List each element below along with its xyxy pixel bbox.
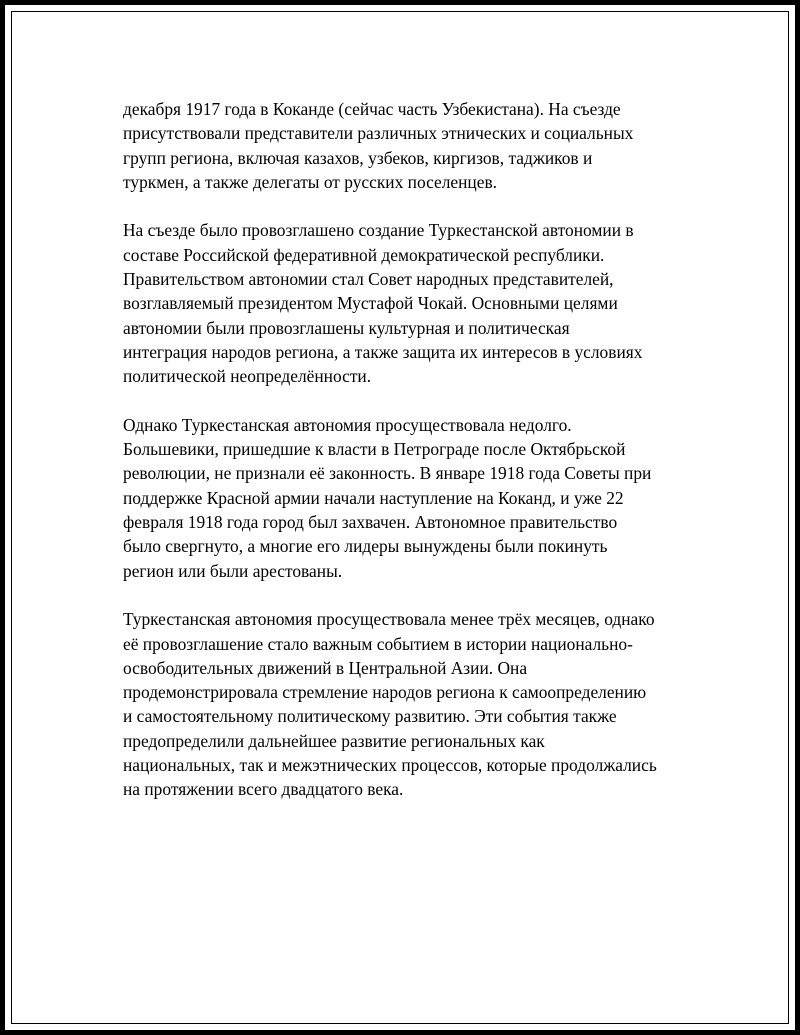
paragraph-3 (123, 413, 703, 583)
text-line: групп региона, включая казахов, узбеков, киргизов, таджиков и (123, 147, 593, 168)
text-line: национальных, так и межэтнических процессов, которые продолжались (123, 755, 657, 776)
text-line: интеграция народов региона, а также защита их интересов в условиях (123, 341, 643, 362)
text-line: туркмен, а также делегаты от русских поселенцев. (123, 171, 498, 192)
paragraph-2 (123, 218, 703, 388)
text-line: составе Российской федеративной демократической республики. (123, 244, 605, 265)
text-line: освободительных движений в Центральной Азии. Она (123, 657, 528, 678)
text-line: регион или были арестованы. (123, 560, 343, 581)
text-line: февраля 1918 года город был захвачен. Автономное правительство (123, 512, 618, 533)
text-line: продемонстрировала стремление народов региона к самоопределению (123, 682, 647, 703)
text-line: революции, не признали её законность. В январе 1918 года Советы при (123, 463, 652, 484)
text-line: предопределили дальнейшее развитие региональных как (123, 730, 545, 751)
text-line: Правительством автономии стал Совет народных представителей, (123, 269, 614, 290)
document-body (123, 97, 703, 826)
text-line: было свергнуто, а многие его лидеры вынуждены были покинуть (123, 536, 608, 557)
text-line: политической неопределённости. (123, 366, 372, 387)
text-line: возглавляемый президентом Мустафой Чокай. Основными целями (123, 293, 618, 314)
text-line: Туркестанская автономия просуществовала менее трёх месяцев, однако (123, 609, 655, 630)
text-line: поддержке Красной армии начали наступление на Коканд, и уже 22 (123, 487, 624, 508)
text-line: На съезде было провозглашено создание Туркестанской автономии в (123, 220, 634, 241)
text-line: автономии были провозглашены культурная и политическая (123, 317, 570, 338)
text-line: на протяжении всего двадцатого века. (123, 779, 404, 800)
text-line: присутствовали представители различных этнических и социальных (123, 123, 634, 144)
text-line: Однако Туркестанская автономия просуществовала недолго. (123, 414, 572, 435)
text-line: и самостоятельному политическому развитию. Эти события также (123, 706, 617, 727)
paragraph-1 (123, 97, 703, 194)
paragraph-4 (123, 607, 703, 801)
text-line: декабря 1917 года в Коканде (сейчас часть Узбекистана). На съезде (123, 99, 621, 119)
text-line: Большевики, пришедшие к власти в Петрограде после Октябрьской (123, 439, 626, 460)
text-line: её провозглашение стало важным событием в истории национально- (123, 633, 633, 654)
